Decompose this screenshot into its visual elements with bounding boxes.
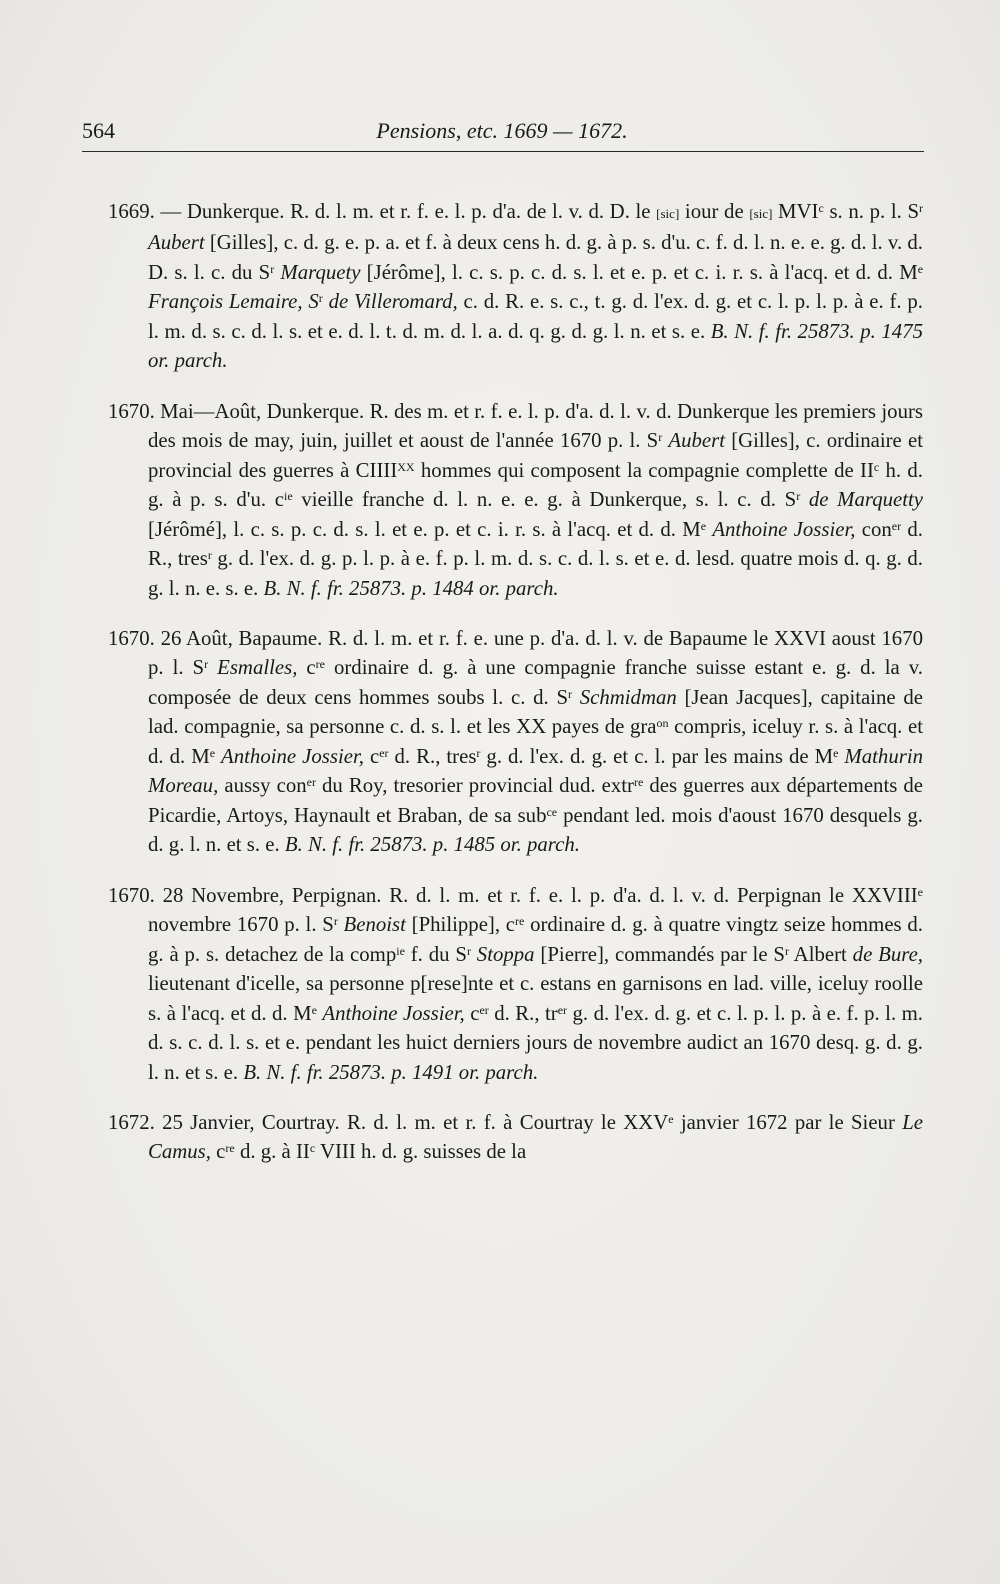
superscript-text: e [209,745,216,760]
text-segment: f. du S [404,942,467,966]
text-segment: con [855,517,892,541]
text-segment: 28 Novembre, Perpignan. R. d. l. m. et r. f. e. l. p. d'a. d. l. v. d. Perpignan le XXVIII [154,883,918,907]
superscript-text: e [700,518,707,533]
italic-text: de Marquetty [808,488,924,512]
superscript-text: ie [284,489,293,504]
superscript-text: r [796,489,801,504]
superscript-text: ce [546,804,558,819]
page-header [82,118,922,152]
text-segment: c. d. R. e. s. c., t. g. d. l'ex. d. g. et c. l. p. l. p. à e. f. p. l. m. d. s. c. d. l. s. et e. d. l. t. d. m. d. l. a. d. q. g. d. g. l. n. et s. e. [148,290,923,343]
text-segment: g. d. l'ex. d. g. et c. l. p. l. p. à e. f. p. l. m. d. s. c. d. l. s. et e. pendant les huict derniers jours de novembre audict an 1670 desq. g. d. g. l. n. et s. e. [148,1001,923,1084]
entry-1670-dunkerque [108,397,923,604]
superscript-text: re [633,775,644,790]
entry-text [148,627,923,857]
superscript-text: re [225,1141,235,1156]
superscript-text: c [873,459,880,474]
superscript-text: e [917,261,924,276]
text-segment: c [363,744,380,768]
entry-text [148,400,923,600]
text-segment: d. R., tres [148,517,923,571]
text-segment: c [210,1140,226,1164]
text-segment: 26 Août, Bapaume. R. d. l. m. et r. f. e. une p. d'a. d. l. v. de Bapaume le XXVI aoust 1670 p. l. S [148,626,923,680]
italic-text: Stoppa [476,942,535,966]
superscript-text: r [784,943,789,958]
italic-text: Mathurin Moreau, [148,744,923,798]
superscript-text: r [568,686,573,701]
italic-text: B. N. f. fr. 25873. p. 1485 or. parch. [284,833,580,857]
page-number: 564 [82,118,115,143]
sic-mark: [sic] [656,205,680,221]
italic-text: François Lemaire, S [148,290,319,314]
text-segment: [Jérômé], l. c. s. p. c. d. s. l. et e. p. et c. i. r. s. à l'acq. et d. d. M [148,517,701,541]
text-segment: — Dunkerque. R. d. l. m. et r. f. e. l. p. d'a. de l. v. d. D. le [154,199,657,223]
text-segment: du Roy, tresorier provincial dud. extr [315,774,634,798]
text-segment: s. n. p. l. S [823,199,920,223]
italic-text: Benoist [343,913,406,937]
text-segment: 25 Janvier, Courtray. R. d. l. m. et r. f. à Courtray le XXV [154,1110,669,1134]
entry-year: 1670. [108,883,155,907]
superscript-text: r [333,914,338,929]
text-segment: h. d. g. à p. s. d'u. c [148,458,923,512]
superscript-text: er [557,1002,568,1017]
italic-text: Aubert [148,231,205,255]
header-rule [82,151,924,152]
text-segment: c [297,656,316,680]
text-segment: aussy con [218,774,307,798]
entry-year: 1669. [108,199,155,223]
italic-text: Anthoine Jossier, [221,744,364,768]
sic-mark: [sic] [749,205,773,221]
text-segment: [Philippe], c [405,913,516,937]
superscript-text: r [919,200,924,215]
superscript-text: er [891,518,902,533]
italic-text: B. N. f. fr. 25873. p. 1484 or. parch. [263,576,559,600]
superscript-text: on [656,716,669,731]
superscript-text: ie [396,943,405,958]
text-segment: iour de [679,199,750,223]
running-title: Pensions, etc. 1669 — 1672. [376,118,628,143]
entry-text [148,1111,923,1164]
text-segment: Albert [788,942,853,966]
italic-text: Anthoine Jossier, [322,1001,465,1025]
text-segment: d. g. à II [234,1140,310,1164]
superscript-text: r [658,430,663,445]
text-segment: compris, iceluy r. s. à l'acq. et d. d. M [148,715,923,768]
entry-text [148,200,923,373]
text-segment [208,656,217,679]
text-segment: des guerres aux départements de Picardie, Artoys, Haynault et Braban, de sa sub [148,774,924,827]
entry-1670-bapaume [108,624,923,860]
text-segment: Mai—Août, Dunkerque. R. des m. et r. f. e. l. p. d'a. d. l. v. d. Dunkerque les premiers jours des mois de may, juin, juillet et aoust de l'année 1670 p. l. S [148,399,923,453]
text-segment: [Pierre], commandés par le S [534,942,785,966]
superscript-text: r [466,943,471,958]
italic-text: de Villeromard, [322,290,458,314]
text-segment: g. d. l'ex. d. g. et c. l. par les mains de M [480,744,834,768]
text-segment: pendant led. mois d'aoust 1670 desquels g. d. g. l. n. et s. e. [148,803,923,857]
entry-year: 1670. [108,399,155,423]
superscript-text: re [315,657,325,672]
text-segment: d. R., tr [488,1001,558,1025]
text-segment: d. R., tres [388,744,477,768]
superscript-text: r [318,291,323,306]
superscript-text: r [207,548,212,563]
text-segment: janvier 1672 par le Sieur [673,1110,903,1134]
italic-text: de Bure, [852,942,924,966]
italic-text: Schmidman [579,685,677,709]
entry-1672-courtray [108,1108,923,1167]
superscript-text: e [833,745,839,760]
text-segment: novembre 1670 p. l. S [148,913,334,937]
text-segment: [Gilles], c. ordinaire et provincial des guerres à CIIII [148,429,923,482]
superscript-text: r [476,745,481,760]
superscript-text: c [818,200,824,215]
text-segment: [Jérôme], l. c. s. p. c. d. s. l. et e. p. et c. i. r. s. à l'acq. et d. d. M [360,260,918,284]
italic-text: B. N. f. fr. 25873. p. 1475 or. parch. [148,319,923,373]
text-segment: ordinaire d. g. à une compagnie franche suisse estant e. g. d. la v. composée de deux cens hommes soubs l. c. d. S [148,656,924,709]
superscript-text: r [204,657,209,672]
superscript-text: e [668,1111,674,1126]
entry-1670-perpignan [108,881,923,1088]
superscript-text: er [479,1002,489,1017]
text-segment: vieille franche d. l. n. e. e. g. à Dunkerque, s. l. c. d. S [292,488,797,512]
entry-text [148,884,923,1084]
text-segment: MVI [772,199,819,223]
superscript-text: c [309,1141,316,1156]
superscript-text: XX [397,459,415,474]
superscript-text: er [379,745,389,760]
italic-text: Marquety [280,260,361,284]
entry-1669 [108,197,923,376]
italic-text: Esmalles, [217,656,298,680]
text-segment: [Gilles], c. d. g. e. p. a. et f. à deux cens h. d. g. à p. s. d'u. c. f. d. l. n. e. e. g. d. l. v. d. D. s. l. c. du S [148,231,923,284]
text-segment: hommes qui composent la compagnie complette de II [414,458,874,482]
superscript-text: re [515,914,525,929]
text-segment: VIII h. d. g. suisses de la [315,1140,527,1164]
text-segment: ordinaire d. g. à quatre vingtz seize hommes d. g. à p. s. detachez de la comp [148,913,923,966]
text-segment [572,686,580,709]
entries-list [108,176,923,1183]
text-segment: c [464,1001,480,1025]
text-segment: [Jean Jacques], capitaine de lad. compagnie, sa personne c. d. s. l. et les XX payes de gra [148,685,923,739]
text-segment: g. d. l'ex. d. g. p. l. p. à e. f. p. l. m. d. s. c. d. l. s. et e. d. lesd. quatre mois d. q. g. d. g. l. n. e. s. e. [148,547,923,600]
superscript-text: r [270,261,275,276]
entry-year: 1672. [108,1110,155,1134]
italic-text: Anthoine Jossier, [712,517,856,541]
text-segment [800,488,809,511]
text-segment: lieutenant d'icelle, sa personne p[rese]nte et c. estans en garnisons en lad. ville, iceluy roolle s. à l'acq. et d. d. M [148,972,923,1025]
superscript-text: e [311,1002,317,1017]
italic-text: Le Camus, [148,1110,923,1164]
italic-text: Aubert [668,429,726,453]
entry-year: 1670. [108,626,155,650]
italic-text: B. N. f. fr. 25873. p. 1491 or. parch. [243,1060,539,1084]
superscript-text: e [917,884,923,899]
superscript-text: er [306,775,316,790]
